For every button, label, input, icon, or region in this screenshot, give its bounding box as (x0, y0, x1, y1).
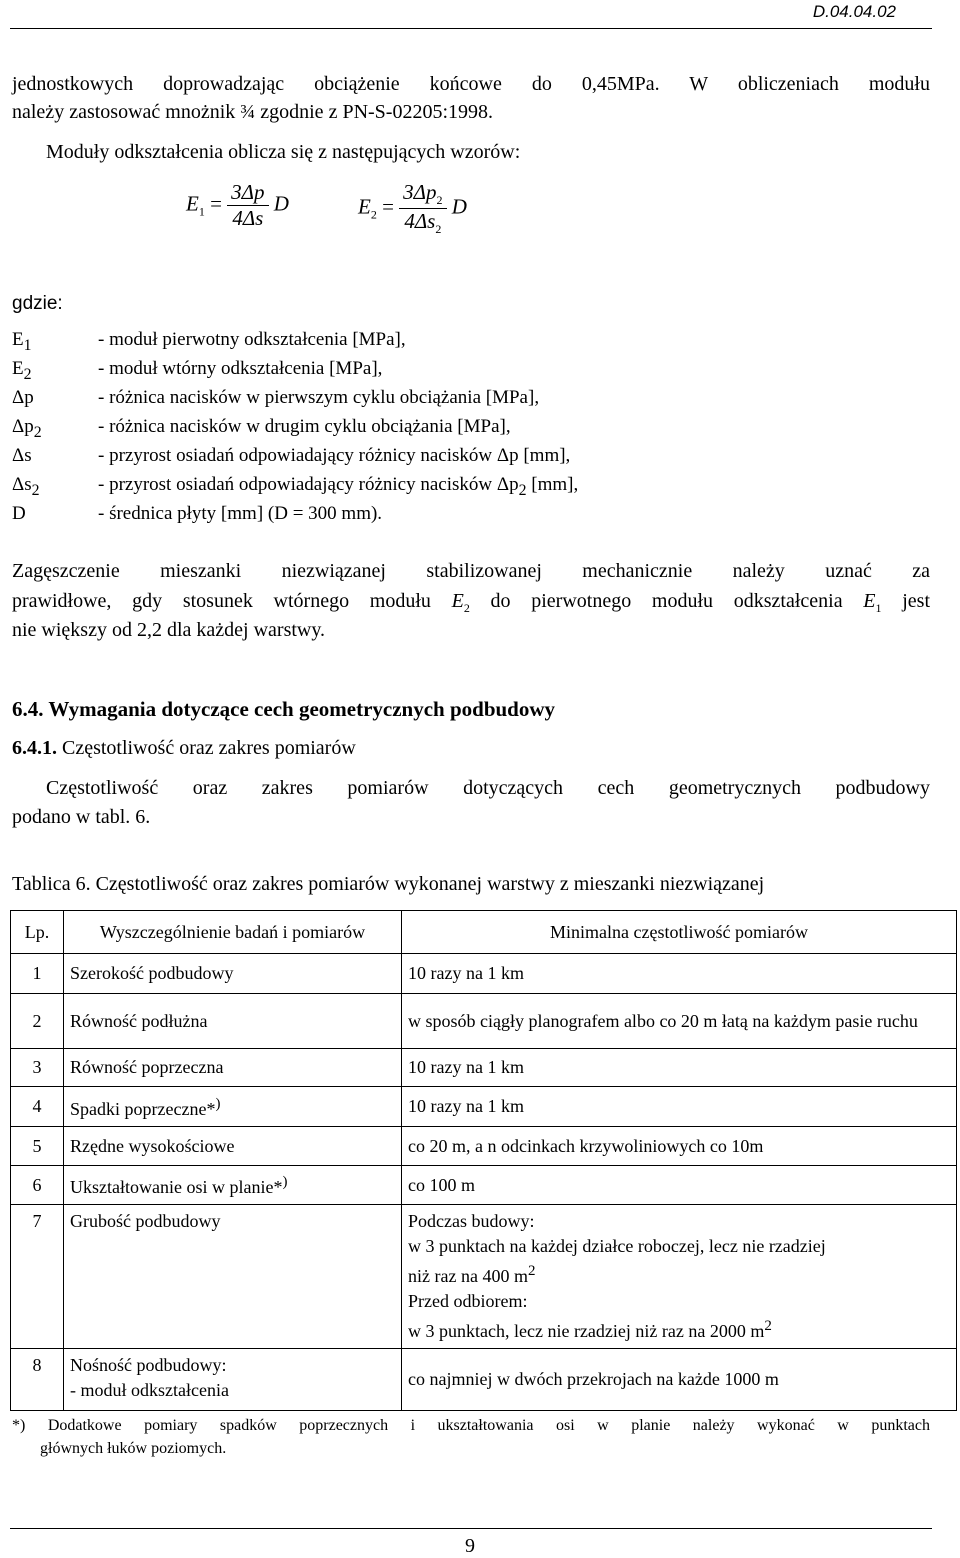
row-name: Szerokość podbudowy (64, 954, 402, 994)
e1-lhs-sub: 1 (198, 204, 205, 219)
e1-fraction (227, 180, 268, 231)
e2-factor: D (451, 194, 467, 219)
intro-line-2: należy zastosować mnożnik ¾ zgodnie z PN-S-02205:1998. (12, 101, 494, 123)
where-label: gdzie: (12, 293, 63, 314)
row-name: Spadki poprzeczne*) (64, 1087, 402, 1127)
table-row (11, 1166, 957, 1205)
table-row (11, 994, 957, 1049)
row-lp: 2 (11, 994, 64, 1049)
equals-sign: = (210, 191, 228, 216)
subsection-heading (12, 734, 356, 762)
row-frequency: Podczas budowy: w 3 punktach na każdej działce roboczej, lecz nie rzadziej niż raz na 400 $m^2$ Przed odbiorem: w 3 punktach, lecz nie rzadziej niż raz na 2000 $m^2$ (402, 1205, 957, 1349)
row-name: Nośność podbudowy: - moduł odkształcenia (64, 1349, 402, 1411)
formula-intro: Moduły odkształcenia oblicza się z następujących wzorów: (46, 141, 521, 163)
page-number: 9 (465, 1535, 475, 1557)
row-lp: 5 (11, 1127, 64, 1166)
formula-e1 (186, 180, 289, 231)
section-heading: 6.4. Wymagania dotyczące cech geometrycznych podbudowy (12, 697, 556, 721)
formula-e2 (358, 180, 467, 237)
footer-rule (10, 1528, 932, 1529)
row-frequency: co najmniej w dwóch przekrojach na każde 1000 m (402, 1349, 957, 1411)
e2-denominator: $4\Delta s_2$ (399, 208, 446, 237)
frequency-table (10, 910, 957, 1411)
subsection-para-line-2: podano w tabl. 6. (12, 806, 151, 828)
table-row (11, 1087, 957, 1127)
row-frequency: co 100 m (402, 1166, 957, 1205)
table-row (11, 1049, 957, 1087)
e2-lhs: E (358, 194, 371, 219)
row-lp: 6 (11, 1166, 64, 1205)
table-header-row (11, 911, 957, 954)
row-frequency: w sposób ciągły planografem albo co 20 m łatą na każdym pasie ruchu (402, 994, 957, 1049)
compaction-line-2: prawidłowe, gdy stosunek wtórnego modułu $E_2$ do pierwotnego modułu odkształcenia $E_1$ jest (12, 590, 930, 615)
document-code: D.04.04.02 (812, 2, 896, 21)
row-frequency: 10 razy na 1 km (402, 954, 957, 994)
header-frequency: Minimalna częstotliwość pomiarów (402, 911, 957, 954)
row-lp: 1 (11, 954, 64, 994)
header-rule (10, 28, 932, 29)
table-row (11, 954, 957, 994)
equals-sign: = (382, 194, 400, 219)
row-name: Równość podłużna (64, 994, 402, 1049)
e2-fraction (399, 180, 446, 237)
row-lp: 7 (11, 1205, 64, 1349)
e1-factor: D (273, 191, 289, 216)
row-name: Rzędne wysokościowe (64, 1127, 402, 1166)
row-frequency: 10 razy na 1 km (402, 1049, 957, 1087)
e1-numerator: 3Δp (231, 180, 265, 204)
row-lp: 8 (11, 1349, 64, 1411)
compaction-line-3: nie większy od 2,2 dla każdej warstwy. (12, 619, 326, 641)
row-name: Grubość podbudowy (64, 1205, 402, 1349)
e1-lhs: E (186, 191, 199, 216)
table-caption: Tablica 6. Częstotliwość oraz zakres pomiarów wykonanej warstwy z mieszanki niezwiązanej (12, 873, 765, 895)
intro-line-1: jednostkowych doprowadzając obciążenie końcowe do 0,45MPa. W obliczeniach modułu (12, 73, 930, 95)
header-description: Wyszczególnienie badań i pomiarów (64, 911, 402, 954)
subsection-title: Częstotliwość oraz zakres pomiarów (57, 737, 356, 759)
header-lp: Lp. (11, 911, 64, 954)
subsection-para-line-1: Częstotliwość oraz zakres pomiarów dotyczących cech geometrycznych podbudowy (46, 777, 930, 799)
row-lp: 3 (11, 1049, 64, 1087)
subsection-number: 6.4.1. (12, 737, 57, 759)
row-name: Równość poprzeczna (64, 1049, 402, 1087)
row-name: Ukształtowanie osi w planie*) (64, 1166, 402, 1205)
row-lp: 4 (11, 1087, 64, 1127)
e2-numerator: $3\Delta p_2$ (403, 180, 443, 208)
compaction-line-1: Zagęszczenie mieszanki niezwiązanej stabilizowanej mechanicznie należy uznać za (12, 560, 930, 582)
table-row (11, 1349, 957, 1411)
e1-denominator: 4Δs (227, 205, 268, 231)
definitions-list: $E_1$ - moduł pierwotny odkształcenia [MPa], $E_2$ - moduł wtórny odkształcenia [MPa], Δp - różnica nacisków w pierwszym cyklu obciążania [MPa], $\Delta p_2$ - różnica nacisków w drugim cyklu obciążania [MPa], Δs - przyrost osiadań odpowiadający różnicy nacisków Δp [mm], $\Delta s_2$ - przyrost osiadań odpowiadający różnicy nacisków $\Delta p_2$ [mm], D - średnica płyty [mm] (D = 300 mm). (12, 329, 579, 524)
row-frequency: co 20 m, a n odcinkach krzywoliniowych co 10m (402, 1127, 957, 1166)
row-frequency: 10 razy na 1 km (402, 1087, 957, 1127)
footnote-line-1: *) Dodatkowe pomiary spadków poprzecznych i ukształtowania osi w planie należy wykonać w punktach (12, 1417, 930, 1434)
table-row (11, 1205, 957, 1349)
table-row (11, 1127, 957, 1166)
footnote-line-2: głównych łuków poziomych. (40, 1440, 227, 1457)
e2-lhs-sub: 2 (370, 207, 377, 222)
